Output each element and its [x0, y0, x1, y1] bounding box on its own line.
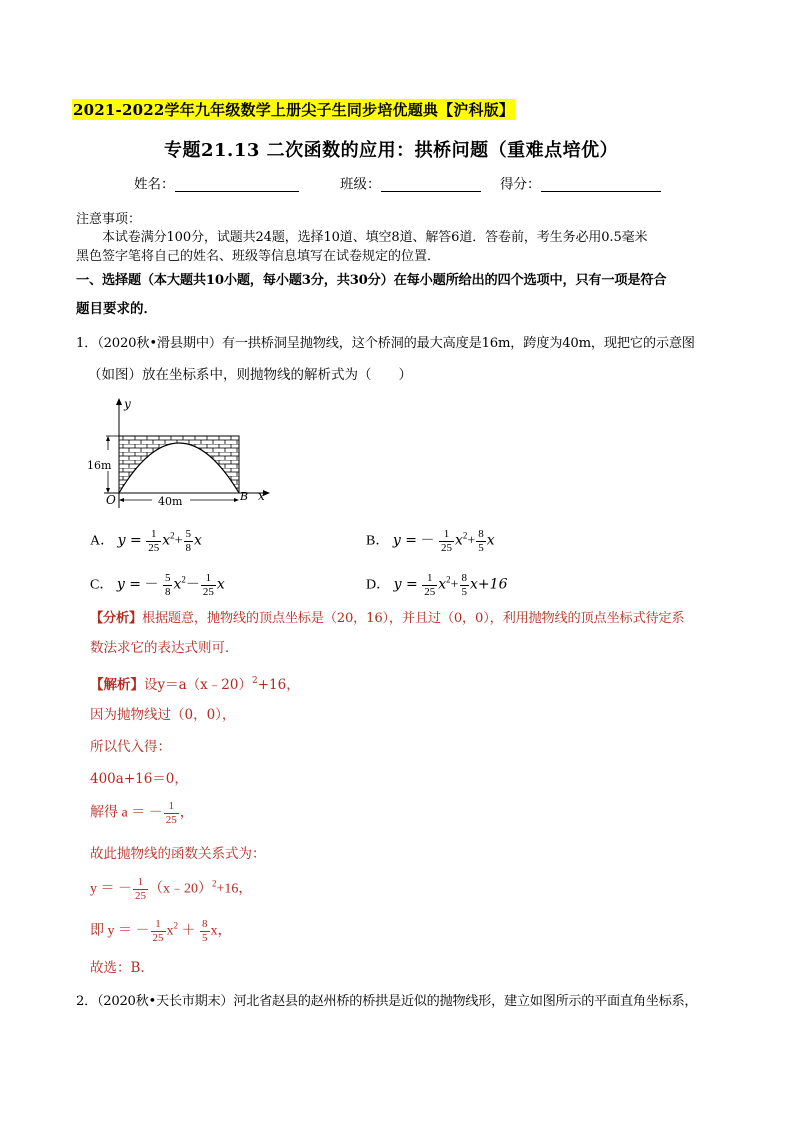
page-title: 专题21.13 二次函数的应用：拱桥问题（重难点培优）: [164, 140, 619, 161]
score-row: [500, 177, 661, 192]
option-d[interactable]: D． y = $\frac{1}{25}$ $x^2+$ $\frac{8}{5}$ x+16: [366, 572, 508, 598]
q1-line1: 1．（2020秋•滑县期中）有一拱桥洞呈抛物线，这个桥洞的最大高度是16m，跨度为40m，现把它的示意图: [76, 336, 695, 351]
score-label: 得分：: [500, 176, 541, 193]
name-label: 姓名：: [134, 176, 175, 193]
section1-line2: 题目要求的．: [76, 301, 157, 317]
series-banner: 2021-2022学年九年级数学上册尖子生同步培优题典【沪科版】: [73, 101, 515, 119]
name-field[interactable]: [175, 177, 299, 192]
solution-step2: 因为抛物线过（0，0），: [90, 707, 236, 723]
x-axis-label: x: [258, 489, 265, 503]
height-label: 16m: [87, 459, 112, 472]
name-row: [134, 177, 299, 192]
point-b-label: B: [240, 490, 249, 503]
section1-line1: 一、选择题（本大题共10小题，每小题3分，共30分）在每小题所给出的四个选项中，只有一项是符合: [76, 273, 667, 288]
q2-line1: 2．（2020秋•天长市期末）河北省赵县的赵州桥的桥拱是近似的抛物线形，建立如图所示的平面直角坐标系，: [76, 994, 698, 1009]
notes-line1: 本试卷满分100分，试题共24题，选择10道、填空8道、解答6道．答卷前，考生务必用0.5毫米: [102, 230, 648, 245]
solution-tag: 【解析】: [90, 677, 144, 693]
class-field[interactable]: [381, 177, 481, 192]
analysis-line1: 【分析】根据题意，抛物线的顶点坐标是（20，16），并且过（0，0），利用抛物线的顶点坐标式待定系: [90, 611, 685, 626]
analysis-tag: 【分析】: [90, 611, 142, 626]
q1-line2: （如图）放在坐标系中，则抛物线的解析式为（ ）: [88, 367, 412, 383]
solution-step5: 解得 a ＝ － $\frac{1}{25}$ ，: [90, 800, 194, 826]
class-row: [340, 177, 481, 192]
solution-answer: 故选：B．: [90, 960, 154, 976]
option-a[interactable]: A． y = $\frac{1}{25}$ $x^2+$ $\frac{5}{8}$ x: [90, 528, 202, 554]
notes-heading: 注意事项：: [76, 212, 142, 227]
origin-label: O: [106, 493, 116, 507]
solution-step6: 故此抛物线的函数关系式为：: [90, 846, 266, 862]
score-field[interactable]: [541, 177, 661, 192]
solution-step3: 所以代入得：: [90, 739, 171, 755]
solution-step1: 【解析】设y＝a（x﹣20）$^2$+16，: [90, 676, 300, 693]
option-b[interactable]: B． y = － $\frac{1}{25}$ $x^2+$ $\frac{8}{5}$ x: [366, 528, 495, 554]
analysis-line2: 数法求它的表达式则可．: [90, 640, 239, 656]
class-label: 班级：: [340, 176, 381, 193]
span-label: 40m: [158, 495, 183, 508]
bridge-figure: [84, 396, 284, 511]
solution-step8: 即 y ＝ － $\frac{1}{25}$ $x^2$ ＋ $\frac{8}{5}$ x，: [90, 918, 232, 944]
notes-line2: 黑色签字笔将自己的姓名、班级等信息填写在试卷规定的位置．: [76, 249, 441, 264]
solution-step7: y ＝ － $\frac{1}{25}$ （x﹣20）$^2$+16，: [90, 876, 253, 902]
option-c[interactable]: C． y = － $\frac{5}{8}$ $x^2-$ $\frac{1}{25}$ x: [90, 572, 225, 598]
y-axis-label: y: [124, 397, 131, 411]
solution-step4: 400a+16＝0，: [90, 771, 188, 787]
